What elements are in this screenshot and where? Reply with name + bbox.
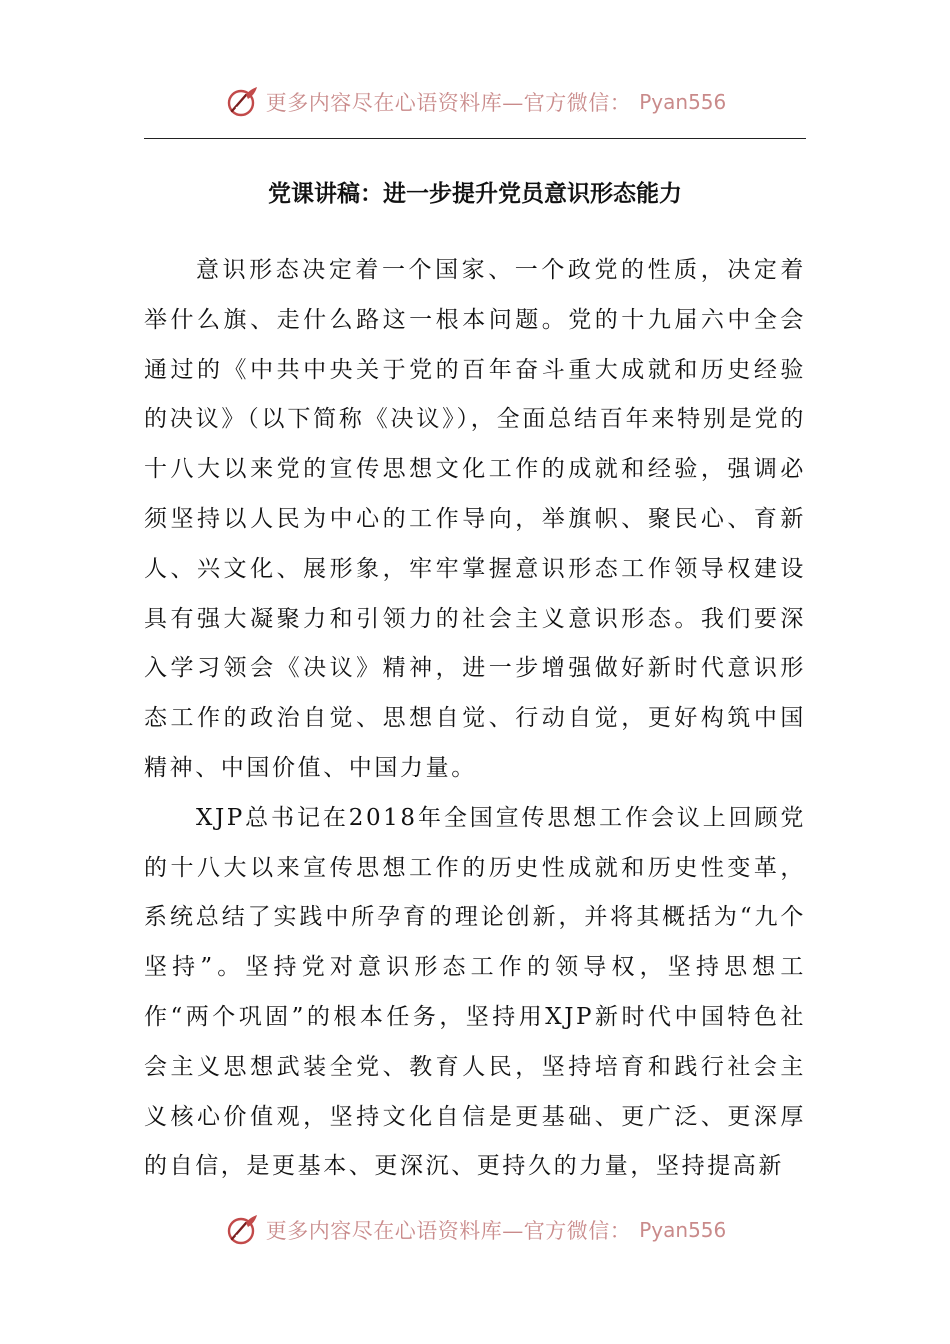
body-paragraph-2: XJP总书记在2018年全国宣传思想工作会议上回顾党的十八大以来宣传思想工作的历史性成就和历史性变革，系统总结了实践中所孕育的理论创新，并将其概括为“九个坚持”。坚持党对意识形态工作的领导权，坚持思想工作“两个巩固”的根本任务，坚持用XJP新时代中国特色社会主义思想武装全党、教育人民，坚持培育和践行社会主义核心价值观，坚持文化自信是更基础、更广泛、更深厚的自信，是更基本、更深沉、更持久的力量，坚持提高新 bbox=[144, 804, 806, 1180]
quill-pen-logo-icon bbox=[224, 1212, 260, 1248]
watermark-text: 更多内容尽在心语资料库—官方微信： bbox=[265, 91, 632, 115]
header-divider bbox=[144, 138, 806, 139]
watermark-text: 更多内容尽在心语资料库—官方微信： bbox=[265, 1219, 632, 1243]
footer-watermark bbox=[0, 1212, 950, 1248]
quill-pen-logo-icon bbox=[224, 84, 260, 120]
header-watermark bbox=[0, 84, 950, 120]
document-body bbox=[144, 246, 806, 1192]
watermark-wechat-id: Pyan556 bbox=[639, 1218, 727, 1242]
body-paragraph-1: 意识形态决定着一个国家、一个政党的性质，决定着举什么旗、走什么路这一根本问题。党的十九届六中全会通过的《中共中央关于党的百年奋斗重大成就和历史经验的决议》（以下简称《决议》），全面总结百年来特别是党的十八大以来党的宣传思想文化工作的成就和经验，强调必须坚持以人民为中心的工作导向，举旗帜、聚民心、育新人、兴文化、展形象，牢牢掌握意识形态工作领导权建设具有强大凝聚力和引领力的社会主义意识形态。我们要深入学习领会《决议》精神，进一步增强做好新时代意识形态工作的政治自觉、思想自觉、行动自觉，更好构筑中国精神、中国价值、中国力量。 bbox=[144, 257, 806, 781]
document-title: 党课讲稿：进一步提升党员意识形态能力 bbox=[268, 181, 682, 207]
watermark-wechat-id: Pyan556 bbox=[639, 90, 727, 114]
